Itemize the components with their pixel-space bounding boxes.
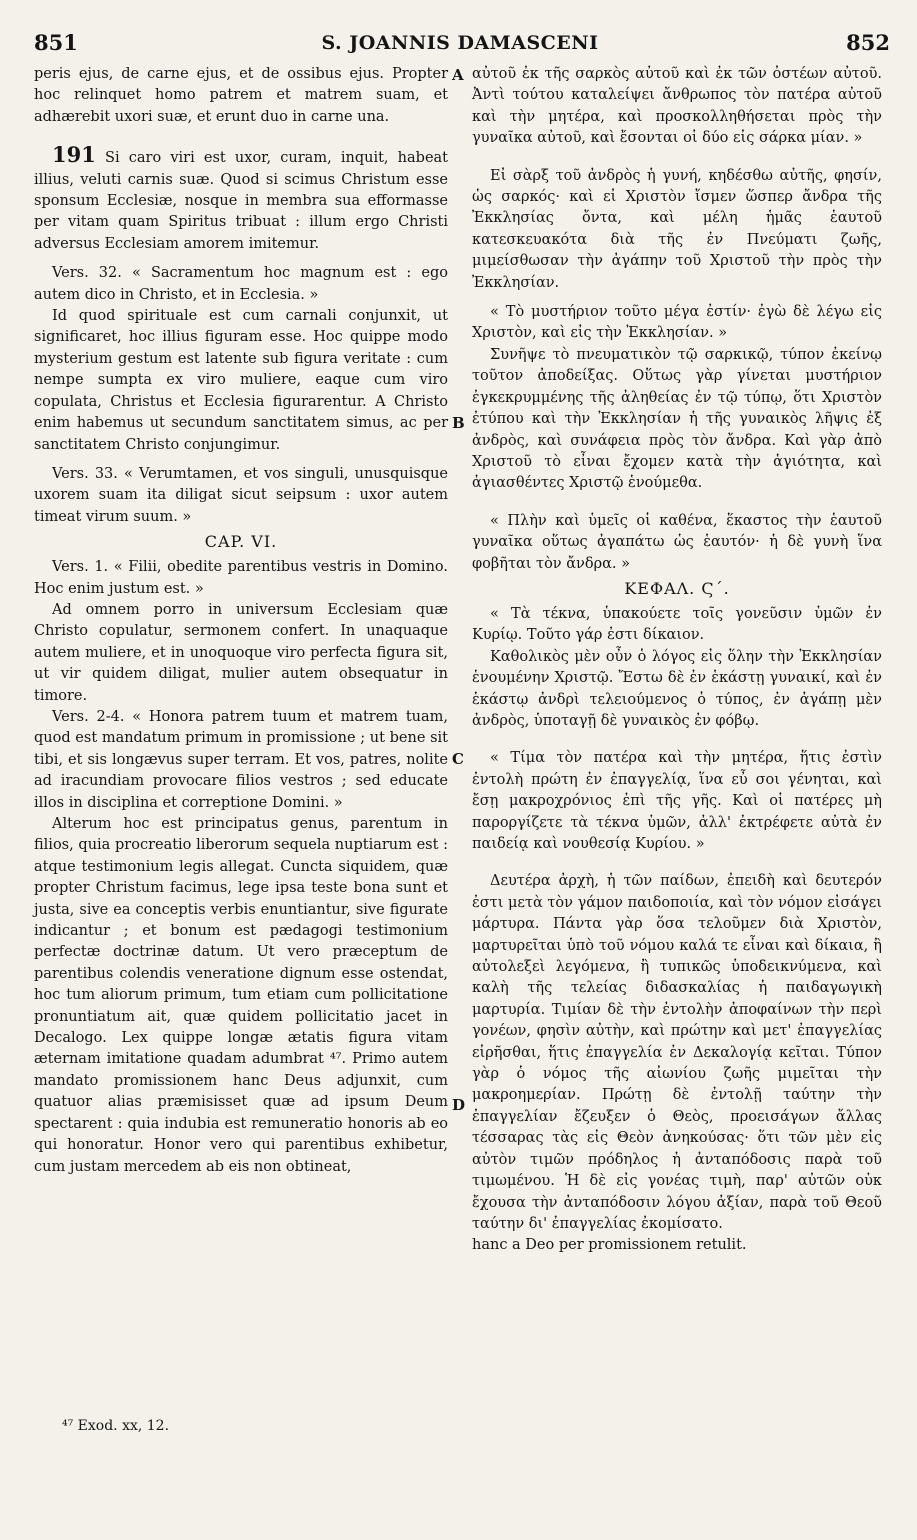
latin-paragraph: peris ejus, de carne ejus, et de ossibus ejus. Propter hoc relinquet homo patrem et matrem suam, et adhærebit uxori suæ, et erunt duo in carne una.	[34, 66, 448, 125]
verse-quote: « Τίμα τὸν πατέρα καὶ τὴν μητέρα, ἥτις ἐστὶν ἐντολὴ πρώτη ἐν ἐπαγγελίᾳ, ἵνα εὖ σοι γένηται, καὶ ἔσῃ μακροχρόνιος ἐπὶ τῆς γῆς. Καὶ οἱ πατέρες μὴ παροργίζετε τὰ τέκνα ὑμῶν, ἀλλ' ἐκτρέφετε αὐτὰ ἐν παιδείᾳ καὶ νουθεσίᾳ Κυρίου. »	[472, 750, 882, 852]
verse-quote: Vers. 2-4. « Honora patrem tuum et matrem tuam, quod est mandatum primum in promissione ; ut bene sit tibi, et sis longævus super terram. Et vos, patres, nolite ad iracundiam provocare filios vestros ; sed educate illos in disciplina et correptione Domini. »	[34, 708, 448, 811]
latin-paragraph: Ad omnem porro in universum Ecclesiam quæ Christo copulatur, sermonem confert. In unaquaque autem muliere, et in unoquoque viro perfecta figura sit, ut vir quidem diligat, mulier autem obsequatur in timore.	[34, 601, 448, 704]
greek-paragraph: Συνῆψε τὸ πνευματικὸν τῷ σαρκικῷ, τύπον ἐκείνῳ τοῦτον ἀποδείξας. Οὕτως γὰρ γίνεται μυστήριον ἐγκεκρυμμένης τῆς ἀληθείας ἐν τῷ τύπῳ, ὅτι Χριστὸν ἐτύπου καὶ τὴν Ἐκκλησίαν ἡ τῆς γυναικὸς λῆψις ἐξ ἀνδρὸς, καὶ συνάφεια πρὸς τὸν ἄνδρα. Καὶ γὰρ ἀπὸ Χριστοῦ τὸ εἶναι ἔχομεν κατὰ τὴν ἁγιότητα, καὶ ἁγιασθέντες Χριστῷ ἑνούμεθα.	[472, 346, 882, 492]
greek-paragraph: αὐτοῦ ἐκ τῆς σαρκὸς αὐτοῦ καὶ ἐκ τῶν ὀστέων αὐτοῦ. Ἀντὶ τούτου καταλείψει ἄνθρωπος τὸν πατέρα αὐτοῦ καὶ τὴν μητέρα, καὶ προσκολληθήσεται πρὸς τὴν γυναῖκα αὐτοῦ, καὶ ἔσονται οἱ δύο εἰς σάρκα μίαν. »	[472, 66, 882, 147]
latin-continuation: hanc a Deo per promissionem retulit.	[472, 1237, 747, 1254]
running-title: S. JOANNIS DAMASCENI	[321, 32, 599, 54]
verse-quote: Vers. 33. « Verumtamen, et vos singuli, unusquisque uxorem suam ita diligat sicut seipsum : uxor autem timeat virum suum. »	[34, 465, 448, 525]
margin-letter: A	[452, 66, 464, 84]
greek-paragraph: Δευτέρα ἀρχὴ, ἡ τῶν παίδων, ἐπειδὴ καὶ δευτερόν ἐστι μετὰ τὸν γάμον παιδοποιία, καὶ τὸν νόμον εἰσάγει μάρτυρα. Πάντα γὰρ ὅσα τελοῦμεν διὰ Χριστὸν, μαρτυρεῖται ὑπὸ τοῦ νόμου καλά τε εἶναι καὶ δίκαια, ἢ αὐτολεξεὶ λεγόμενα, ἢ τυπικῶς ὑποδεικνύμενα, καὶ καλὴ τῆς τελείας διδασκαλίας ἡ παιδαγωγικὴ μαρτυρία. Τιμίαν δὲ τὴν ἐντολὴν ἀποφαίνων τὴν περὶ γονέων, φησὶν αὐτὴν, καὶ πρώτην καὶ μετ' ἐπαγγελίας εἰρῆσθαι, ἥτις ἐπαγγελία ἐν Δεκαλογίᾳ κεῖται. Τύπον γὰρ ὁ νόμος τῆς αἰωνίου ζωῆς μιμεῖται τὴν μακροημερίαν. Πρώτῃ δὲ ἐντολῇ ταύτην τὴν ἐπαγγελίαν ἔζευξεν ὁ Θεὸς, προεισάγων ἄλλας τέσσαρας τὰς εἰς Θεὸν ἀνηκούσας· ὅτι τῶν μὲν εἰς αὐτὸν τιμῶν πρόδηλος ἡ ἀνταπόδοσις παρὰ τοῦ τιμωμένου. Ἡ δὲ εἰς γονέας τιμὴ, παρ' αὐτῶν οὐκ ἔχουσα τὴν ἀνταπόδοσιν λόγου ἀξίαν, παρὰ τοῦ Θεοῦ ταύτην δι' ἐπαγγελίας ἐκομίσατο.	[472, 873, 882, 1232]
greek-paragraph: Εἰ σὰρξ τοῦ ἀνδρὸς ἡ γυνή, κηδέσθω αὐτῆς, φησίν, ὡς σαρκός· καὶ εἰ Χριστὸν ἴσμεν ὥσπερ ἄνδρα τῆς Ἐκκλησίας ὄντα, καὶ μέλη ἡμᾶς ἑαυτοῦ κατεσκευακότα διὰ τῆς ἐν Πνεύματι ζωῆς, μιμείσθωσαν τὴν ἀγάπην τοῦ Χριστοῦ τὴν πρὸς τὴν Ἐκκλησίαν.	[472, 167, 882, 291]
verse-quote: Vers. 32. « Sacramentum hoc magnum est : ego autem dico in Christo, et in Ecclesia. »	[34, 265, 448, 303]
page-number-left: 851	[34, 30, 78, 55]
latin-paragraph: Alterum hoc est principatus genus, parentum in filios, quia procreatio liberorum sequela nuptiarum est : atque testimonium legis allegat. Cuncta siquidem, quæ propter Christum facimus, lege ipsa teste bona sunt et justa, sive ea conceptis verbis enuntiantur, sive figurate indicantur ; et bonum est pædagogi testimonium perfectæ doctrinæ datum. Ut vero præceptum de parentibus colendis veneratione dignum esse ostendat, hoc tum aliorum primum, tum etiam cum pollicitatione pronuntiatum ait, quæ quidem pollicitatio jacet in Decalogo. Lex quippe longæ ætatis figura vitam æternam imitatione quadam adumbrat ⁴⁷. Primo autem mandato promissionem hanc Deus adjunxit, cum quatuor alias præmisisset quæ ad ipsum Deum spectarent : quia indubia est remuneratio honoris ab eo qui honoratur. Honor vero qui parentibus exhibetur, cum justam mercedem ab eis non obtineat,	[34, 816, 448, 1175]
page-header	[30, 30, 890, 64]
margin-letter: D	[452, 1096, 466, 1114]
latin-column	[34, 64, 448, 1178]
verse-quote: Vers. 1. « Filii, obedite parentibus vestris in Domino. Hoc enim justum est. »	[34, 559, 448, 597]
chapter-heading: CAP. VI.	[204, 532, 278, 552]
margin-letter: B	[452, 414, 465, 432]
verse-quote: « Πλὴν καὶ ὑμεῖς οἱ καθένα, ἕκαστος τὴν ἑαυτοῦ γυναῖκα οὕτως ἀγαπάτω ὡς ἑαυτόν· ἡ δὲ γυνὴ ἵνα φοβῆται τὸν ἄνδρα. »	[472, 512, 882, 572]
margin-letter: C	[452, 750, 464, 768]
latin-paragraph	[34, 144, 448, 255]
footnote: ⁴⁷ Exod. xx, 12.	[62, 1418, 170, 1434]
greek-column	[472, 64, 882, 1257]
chapter-heading: ΚΕΦΑΛ. Ϛ΄.	[624, 578, 730, 598]
greek-paragraph: Καθολικὸς μὲν οὖν ὁ λόγος εἰς ὅλην τὴν Ἐκκλησίαν ἑνουμένην Χριστῷ. Ἔστω δὲ ἐν ἑκάστῃ γυναικί, καὶ ἐν ἑκάστῳ ἀνδρὶ τελειούμενος ὁ τύπος, ἐν ἀγάπῃ μὲν ἀνδρὸς, ὑποταγῇ δὲ γυναικὸς ἐν φόβῳ.	[472, 648, 882, 729]
verse-quote: « Τὸ μυστήριον τοῦτο μέγα ἐστίν· ἐγὼ δὲ λέγω εἰς Χριστὸν, καὶ εἰς τὴν Ἐκκλησίαν. »	[472, 304, 882, 342]
section-number: 191	[52, 142, 96, 168]
verse-quote: « Τὰ τέκνα, ὑπακούετε τοῖς γονεῦσιν ὑμῶν ἐν Κυρίῳ. Τοῦτο γάρ ἐστι δίκαιον.	[472, 605, 882, 644]
latin-paragraph-text: Si caro viri est uxor, curam, inquit, habeat illius, veluti carnis suæ. Quod si scimus Christum esse sponsum Ecclesiæ, nosque in membra sua efformasse per vitam quam Spiritus tribuat : illum ergo Christi adversus Ecclesiam amorem imitemur.	[34, 150, 448, 252]
latin-paragraph: Id quod spirituale est cum carnali conjunxit, ut significaret, hoc illius figuram esse. Hoc quippe modo mysterium gestum est latente sub figura veritate : cum nempe sumpta ex viro muliere, eaque cum viro copulata, Christus et Ecclesia figurarentur. A Christo enim habemus ut secundum sanctitatem simus, ac per sanctitatem Christo conjungimur.	[34, 308, 448, 453]
page-number-right: 852	[846, 30, 890, 55]
